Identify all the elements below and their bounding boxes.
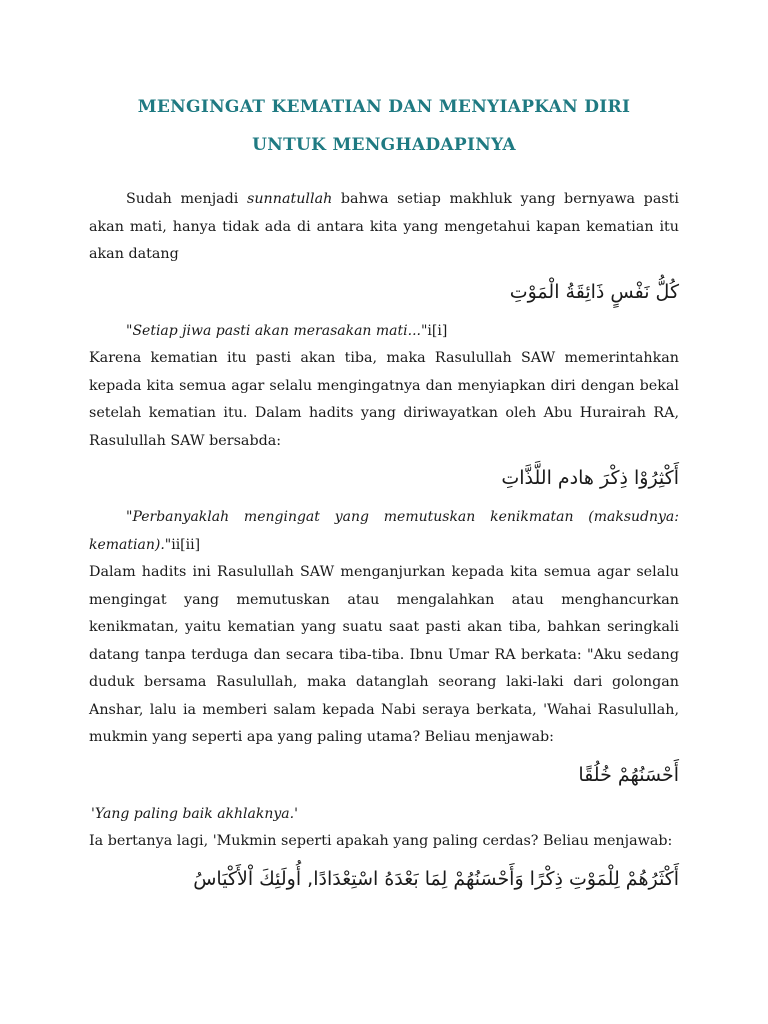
intro-paragraph [89,186,679,269]
title-line-2: UNTUK MENGHADAPINYA [252,135,516,155]
arabic-verse-1: كُلُّ نَفْسٍ ذَائِقَةُ الْمَوْتِ [509,280,679,303]
footnote-ref-2[interactable]: ii[ii] [171,536,201,553]
body-paragraph-2: Karena kematian itu pasti akan tiba, maka Rasulullah SAW memerintahkan kepada kita semua agar selalu mengingatnya dan menyiapkan diri dengan bekal setelah kematian itu. Dalam hadits yang diriwayatkan oleh Abu Hurairah RA, Rasulullah SAW bersabda: [89,350,679,449]
arabic-hadith-1: أَكْثِرُوْا ذِكْرَ هادم اللَّذَّاتِ [501,467,679,489]
translation-quote-3: 'Yang paling baik akhlaknya.' [91,805,298,822]
intro-emphasis: sunnatullah [246,191,333,207]
arabic-hadith-3: أَكْثَرُهُمْ لِلْمَوْتِ ذِكْرًا وَأَحْسَنُهُمْ لِمَا بَعْدَهُ اسْتِعْدَادًا, أُولَئِكَ اْلأَكْيَاسُ [193,867,679,890]
translation-quote-1 [89,318,679,346]
title-line-1: MENGINGAT KEMATIAN DAN MENYIAPKAN DIRI [137,97,631,117]
arabic-hadith-2: أَحْسَنُهُمْ خُلُقًا [578,763,679,786]
body-paragraph-4: Ia bertanya lagi, 'Mukmin seperti apakah yang paling cerdas? Beliau menjawab: [89,833,673,849]
body-paragraph-3: Dalam hadits ini Rasulullah SAW menganjurkan kepada kita semua agar selalu mengingat yang memutuskan atau mengalahkan atau menghancurkan kenikmatan, yaitu kematian yang suatu saat pasti akan tiba, bahkan seringkali datang tanpa terduga dan secara tiba-tiba. Ibnu Umar RA berkata: "Aku sedang duduk bersama Rasulullah, maka datanglah seorang laki-laki dari golongan Anshar, lalu ia memberi salam kepada Nabi seraya berkata, 'Wahai Rasulullah, mukmin yang seperti apa yang paling utama? Beliau menjawab: [89,564,679,745]
quote-2-text: "Perbanyaklah mengingat yang memutuskan kenikmatan (maksudnya: kematian)." [89,509,679,553]
footnote-ref-1[interactable]: i[i] [427,322,448,339]
intro-text-post: bahwa setiap makhluk yang bernyawa pasti akan mati, hanya tidak ada di antara kita yang mengetahui kapan kematian itu akan datang [89,191,679,262]
document-title [89,88,679,164]
translation-quote-2 [89,504,679,559]
quote-1-text: "Setiap jiwa pasti akan merasakan mati..." [126,322,428,339]
intro-text-pre: Sudah menjadi [126,191,247,207]
